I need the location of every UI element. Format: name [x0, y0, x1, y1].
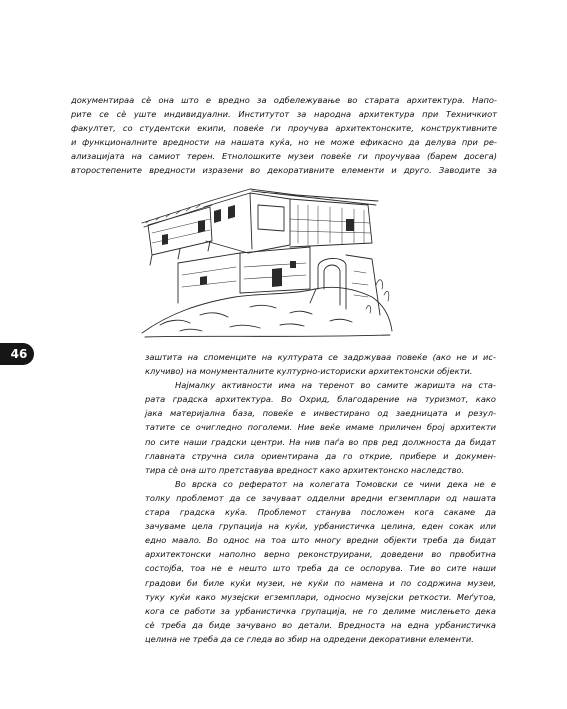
text-line: целина не треба да се гледа во збир на одредени декоративни елементи.	[145, 633, 474, 644]
text-line: туку куќи како музејски егземплари, односно музејски реткости. Меѓутоа,	[145, 591, 496, 602]
text-line: ализацијата на самиот терен. Етнолошките музеи повеќе ги проучуваа (барем досега)	[71, 151, 497, 162]
body-paragraph	[145, 378, 496, 477]
text-line: татите се очигледно поголеми. Ние веќе имаме приличен број архитекти	[145, 422, 496, 433]
text-line: тира сè она што претставува вредност како архитектонско наследство.	[145, 464, 465, 475]
text-line: по сите наши градски центри. На нив паѓа во прв ред должноста да бидат	[145, 436, 496, 447]
text-line: состојба, тоа не е нешто што треба да се оспорува. Тие во сите наши	[145, 563, 496, 574]
text-line: архитектонски наполно верно реконструирани, доведени во првобитна	[145, 549, 496, 560]
text-line: и функционалните вредности на нашата куќа, но не може ефикасно да делува при ре-	[71, 137, 497, 148]
text-line: сè треба да биде зачувано во детали. Вредноста на една урбанистичка	[145, 619, 496, 630]
body-paragraph	[145, 477, 496, 646]
text-line: Во врска со рефератот на колегата Томовски се чини дека не е	[175, 478, 496, 489]
text-line: клучиво) на монументалните културно-историски архитектонски објекти.	[145, 366, 473, 377]
house-sketch-icon	[140, 185, 395, 345]
text-line: второстепените вредности изразени во декоративните елементи и друго. Заводите за	[71, 165, 497, 176]
text-line: факултет, со студентски екипи, повеќе ги проучува архитектонските, конструктивните	[71, 123, 497, 134]
top-paragraph	[71, 93, 497, 178]
text-line: рата градска архитектура. Во Охрид, благодарение на туризмот, како	[145, 394, 496, 405]
page-number-tab: 46	[0, 343, 34, 365]
text-line: кога се работи за урбанистичка групација, не го делиме мислењето дека	[145, 605, 496, 616]
text-line: заштита на споменците на културата се задржуваа повеќе (ако не и ис-	[145, 352, 496, 362]
body-paragraph	[145, 350, 496, 378]
text-line: документираа сè она што е вредно за одбележување во старата архитектура. Напо-	[71, 95, 497, 105]
text-line: рите се сè уште индивидуални. Институтот за народна архитектура при Техничкиот	[71, 109, 497, 120]
text-line: зачуваме цела групација на куќи, урбанистичка целина, еден сокак или	[145, 521, 496, 532]
text-line: толку проблемот да се зачуваат одделни вредни егземплари од нашата	[145, 492, 496, 503]
text-line: Најмалку активности има на теренот во самите жаришта на ста-	[175, 380, 496, 391]
text-line: јака материјална база, повеќе е инвестирано од заедницата и резул-	[145, 408, 496, 419]
text-line: стара градска куќа. Проблемот станува посложен кога сакаме да	[145, 507, 496, 518]
body-text	[145, 350, 496, 646]
text-line: градови би биле куќи музеи, не куќи по намена и по содржина музеи,	[145, 577, 496, 588]
text-line: едно маало. Во однос на тоа што многу вредни објекти треба да бидат	[145, 535, 496, 546]
text-line: главната стручна сила ориентирана да го открие, прибере и докумен-	[145, 450, 496, 461]
